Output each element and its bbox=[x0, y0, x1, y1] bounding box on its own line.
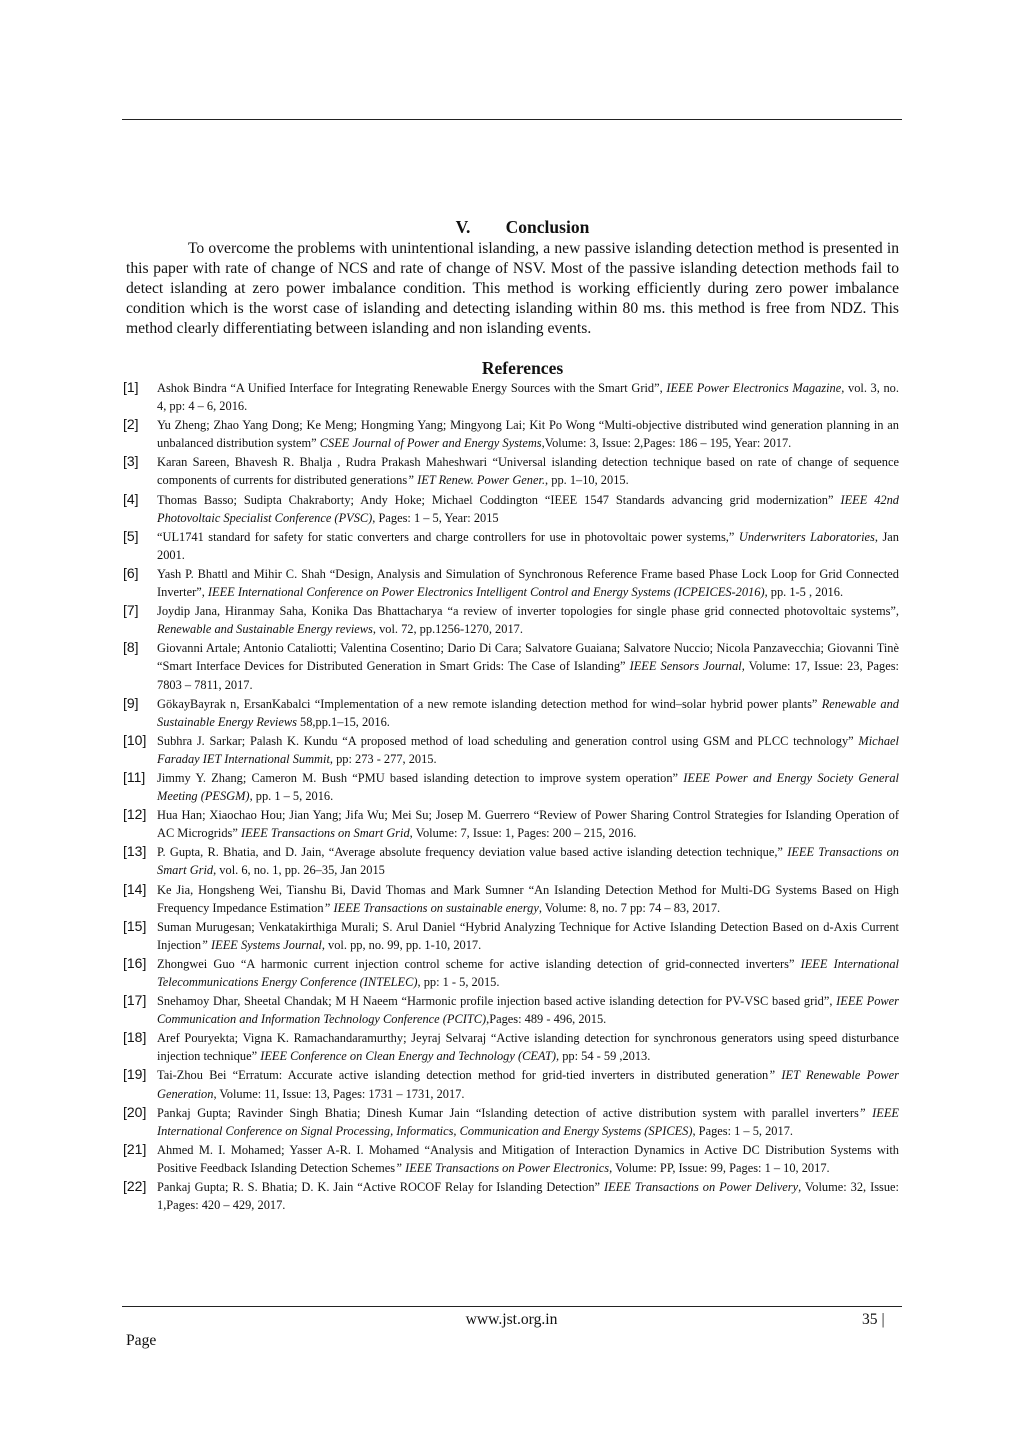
reference-number: [19] bbox=[123, 1066, 147, 1083]
reference-text: Ke Jia, Hongsheng Wei, Tianshu Bi, David Thomas and Mark Sumner “An Islanding Detection Method for Multi-DG Systems Based on High Frequency Impedance Estimation bbox=[157, 882, 899, 915]
reference-item bbox=[123, 992, 900, 1028]
reference-number: [6] bbox=[123, 564, 139, 581]
reference-item bbox=[123, 1066, 899, 1102]
reference-details: , Volume: 32, Issue: 1,Pages: 420 – 429, 2017. bbox=[157, 1180, 899, 1213]
reference-number: [12] bbox=[123, 806, 147, 823]
reference-text: Subhra J. Sarkar; Palash K. Kundu “A proposed method of load scheduling and generation control using GSM and PLCC technology” bbox=[157, 733, 859, 748]
reference-text: Joydip Jana, Hiranmay Saha, Konika Das Bhattacharya “a review of inverter topologies for single phase grid connected photovoltaic systems”, bbox=[157, 604, 899, 619]
reference-journal: ” IEEE International Conference on Signal Processing, Informatics, Communication and Energy Systems (SPICES) bbox=[157, 1105, 899, 1138]
reference-item bbox=[123, 527, 899, 564]
section-number: V. bbox=[455, 217, 471, 237]
reference-item bbox=[123, 768, 899, 805]
reference-text: Aref Pouryekta; Vigna K. Ramachandaramurthy; Jeyraj Selvaraj “Active islanding detection for synchronous generators using speed disturbance injection technique” bbox=[157, 1031, 899, 1064]
reference-item bbox=[123, 602, 899, 638]
reference-details: , Volume: 8, no. 7 pp: 74 – 83, 2017. bbox=[538, 900, 721, 915]
reference-details: , vol. 6, no. 1, pp. 26–35, Jan 2015 bbox=[213, 863, 385, 878]
reference-text: P. Gupta, R. Bhatia, and D. Jain, “Average absolute frequency deviation value based active islanding detection technique,” bbox=[157, 845, 788, 860]
reference-journal: IEEE Transactions on Power Delivery bbox=[604, 1180, 799, 1195]
footer-url: www.jst.org.in bbox=[465, 1311, 558, 1328]
reference-item bbox=[123, 1140, 899, 1177]
conclusion-paragraph: To overcome the problems with unintentional islanding, a new passive islanding detection method is presented in this paper with rate of change of NCS and rate of change of NSV. Most of the passive islanding detection methods fail to detect islanding at zero power imbalance condition. This method is working efficiently during zero power imbalance condition which is the worst case of islanding and detecting islanding within 80 ms. this method is free from NDZ. This method clearly differentiating between islanding and non islanding events. bbox=[126, 240, 899, 337]
conclusion-heading bbox=[126, 215, 899, 239]
footer-rule bbox=[122, 1306, 902, 1307]
reference-number: [10] bbox=[123, 731, 147, 748]
reference-text: Zhongwei Guo “A harmonic current injection control scheme for active islanding detection of grid-connected inverters” bbox=[157, 956, 801, 971]
reference-journal: Renewable and Sustainable Energy Reviews bbox=[157, 696, 900, 729]
reference-item bbox=[123, 490, 899, 527]
reference-item bbox=[123, 416, 899, 452]
reference-text: Pankaj Gupta; Ravinder Singh Bhatia; Dinesh Kumar Jain “Islanding detection of active distribution system with parallel inverters bbox=[157, 1105, 859, 1120]
reference-journal: IEEE Power Electronics Magazine, bbox=[666, 381, 845, 395]
section-title: Conclusion bbox=[505, 217, 590, 237]
reference-text: Pankaj Gupta; R. S. Bhatia; D. K. Jain “Active ROCOF Relay for Islanding Detection” bbox=[157, 1180, 604, 1195]
reference-details: , Volume: 7, Issue: 1, Pages: 200 – 215, 2016. bbox=[409, 826, 637, 841]
reference-number: [9] bbox=[123, 694, 139, 711]
reference-text: Suman Murugesan; Venkatakirthiga Murali; S. Arul Daniel “Hybrid Analyzing Technique for Active Islanding Detection Based on d-Axis Current Injection bbox=[157, 919, 899, 952]
reference-details: , vol. pp, no. 99, pp. 1-10, 2017. bbox=[321, 937, 482, 952]
reference-number: [22] bbox=[123, 1178, 147, 1195]
reference-item bbox=[123, 1178, 899, 1214]
reference-item bbox=[123, 379, 899, 415]
reference-journal: IEEE Transactions on Smart Grid bbox=[240, 826, 410, 841]
reference-journal: CSEE Journal of Power and Energy Systems, bbox=[319, 436, 545, 451]
reference-item bbox=[123, 731, 899, 768]
page-content bbox=[123, 215, 900, 1215]
reference-number: [8] bbox=[123, 639, 139, 656]
reference-item bbox=[123, 1029, 899, 1065]
reference-text: Snehamoy Dhar, Sheetal Chandak; M H Naeem “Harmonic profile injection based active islanding detection for PV-VSC based grid”, bbox=[157, 994, 837, 1009]
reference-details: Volume: 3, Issue: 2,Pages: 186 – 195, Year: 2017. bbox=[544, 436, 792, 451]
reference-number: [21] bbox=[123, 1140, 147, 1157]
reference-text: Tai-Zhou Bei “Erratum: Accurate active islanding detection method for grid-tied inverters in distributed generation bbox=[157, 1068, 769, 1083]
reference-item bbox=[123, 880, 899, 917]
reference-details: , Pages: 1 – 5, 2017. bbox=[692, 1123, 793, 1138]
reference-details: , pp: 1 - 5, 2015. bbox=[417, 975, 500, 989]
reference-details: , pp. 1–10, 2015. bbox=[545, 473, 629, 488]
reference-number: [13] bbox=[123, 843, 147, 860]
reference-number: [7] bbox=[123, 602, 139, 619]
reference-journal: IEEE Transactions on Smart Grid bbox=[157, 845, 899, 878]
reference-details: , pp. 1-5 , 2016. bbox=[764, 585, 844, 600]
reference-number: [16] bbox=[123, 954, 147, 971]
reference-item bbox=[123, 806, 899, 842]
reference-details: ,Pages: 489 - 496, 2015. bbox=[486, 1012, 607, 1027]
reference-text: GökayBayrak n, ErsanKabalci “Implementation of a new remote islanding detection method for wind–solar hybrid power plants” bbox=[157, 696, 822, 711]
reference-text: Ashok Bindra “A Unified Interface for Integrating Renewable Energy Sources with the Smart Grid”, bbox=[157, 381, 667, 395]
reference-number: [5] bbox=[123, 527, 139, 544]
reference-journal: Renewable and Sustainable Energy reviews bbox=[157, 622, 373, 637]
reference-text: Jimmy Y. Zhang; Cameron M. Bush “PMU based islanding detection to improve system operation” bbox=[157, 770, 684, 785]
reference-text: Hua Han; Xiaochao Hou; Jian Yang; Jifa Wu; Mei Su; Josep M. Guerrero “Review of Power Sharing Control Strategies for Islanding Operation of AC Microgrids” bbox=[157, 808, 899, 841]
reference-details: , vol. 72, pp.1256-1270, 2017. bbox=[372, 622, 523, 637]
reference-details: , pp: 273 - 277, 2015. bbox=[329, 751, 437, 766]
reference-item bbox=[123, 564, 899, 601]
reference-journal: IEEE Power Communication and Information Technology Conference (PCITC) bbox=[157, 994, 900, 1027]
reference-journal: Underwriters Laboratories bbox=[738, 529, 875, 544]
reference-number: [1] bbox=[123, 379, 139, 395]
reference-text: Ahmed M. I. Mohamed; Yasser A-R. I. Mohamed “Analysis and Mitigation of Interaction Dynamics in Active DC Distribution Systems with Positive Feedback Islanding Detection Schemes bbox=[157, 1142, 899, 1175]
reference-number: [3] bbox=[123, 453, 139, 470]
reference-text: Thomas Basso; Sudipta Chakraborty; Andy Hoke; Michael Coddington “IEEE 1547 Standards advancing grid modernization” bbox=[157, 492, 841, 507]
reference-item bbox=[123, 453, 899, 489]
reference-journal: ” IET Renewable Power Generation bbox=[157, 1068, 899, 1101]
reference-details: , Jan 2001. bbox=[157, 529, 899, 562]
reference-journal: ” IEEE Systems Journal bbox=[201, 937, 322, 952]
reference-journal: ” IET Renew. Power Gener. bbox=[407, 473, 546, 488]
reference-details: , Pages: 1 – 5, Year: 2015 bbox=[372, 510, 499, 525]
reference-text: Karan Sareen, Bhavesh R. Bhalja , Rudra Prakash Maheshwari “Universal islanding detection technique based on rate of change of sequence components of currents for distributed generations bbox=[157, 455, 899, 488]
reference-text: Giovanni Artale; Antonio Cataliotti; Valentina Cosentino; Dario Di Cara; Salvatore Guaiana; Salvatore Nuccio; Nicola Panzavecchia; Giovanni Tinè “Smart Interface Devices for Distributed Generation in Smart Grids: The Case of Islanding” bbox=[157, 641, 899, 674]
reference-number: [15] bbox=[123, 917, 147, 934]
reference-item bbox=[123, 1103, 899, 1140]
reference-journal: IEEE Power and Energy Society General Meeting (PESGM) bbox=[157, 770, 899, 804]
reference-details: , Volume: PP, Issue: 99, Pages: 1 – 10, 2017. bbox=[609, 1160, 830, 1175]
reference-journal: IEEE 42nd Photovoltaic Specialist Conference (PVSC) bbox=[157, 492, 899, 525]
references-heading: References bbox=[481, 358, 564, 378]
reference-number: [20] bbox=[123, 1103, 147, 1120]
reference-details: pp: 54 - 59 ,2013. bbox=[559, 1049, 651, 1064]
reference-item bbox=[123, 843, 899, 879]
reference-details: vol. 3, no. 4, pp: 4 – 6, 2016. bbox=[157, 381, 899, 414]
reference-details: , Volume: 11, Issue: 13, Pages: 1731 – 1731, 2017. bbox=[213, 1086, 465, 1101]
reference-item bbox=[123, 954, 899, 991]
page-number: 35 | bbox=[862, 1311, 885, 1328]
reference-number: [11] bbox=[123, 768, 146, 785]
reference-journal: ” IEEE Transactions on sustainable energy bbox=[323, 900, 539, 915]
reference-journal: IEEE International Telecommunications Energy Conference (INTELEC) bbox=[157, 956, 899, 989]
reference-number: [18] bbox=[123, 1029, 147, 1046]
reference-number: [14] bbox=[123, 880, 147, 897]
reference-details: , pp. 1 – 5, 2016. bbox=[249, 789, 334, 804]
reference-journal: Michael Faraday IET International Summit bbox=[157, 733, 899, 766]
reference-journal: IEEE Sensors Journal, bbox=[629, 659, 745, 674]
reference-number: [17] bbox=[123, 992, 147, 1009]
reference-list bbox=[123, 379, 900, 1214]
reference-journal: IEEE Conference on Clean Energy and Technology (CEAT), bbox=[260, 1049, 560, 1064]
reference-number: [4] bbox=[123, 490, 139, 507]
reference-item bbox=[123, 917, 899, 954]
header-rule bbox=[122, 119, 902, 120]
reference-journal: IEEE International Conference on Power Electronics Intelligent Control and Energy Systems (ICPEICES-2016) bbox=[207, 585, 765, 600]
reference-text: “UL1741 standard for safety for static converters and charge controllers for use in photovoltaic power systems,” bbox=[157, 529, 739, 544]
reference-item bbox=[123, 639, 899, 693]
reference-details: Volume: 17, Issue: 23, Pages: 7803 – 7811, 2017. bbox=[157, 659, 899, 692]
page-label: Page bbox=[126, 1332, 157, 1349]
reference-number: [2] bbox=[123, 416, 139, 433]
reference-text: Yash P. Bhattl and Mihir C. Shah “Design, Analysis and Simulation of Synchronous Reference Frame based Phase Lock Loop for Grid Connected Inverter”, bbox=[157, 566, 899, 600]
reference-text: Yu Zheng; Zhao Yang Dong; Ke Meng; Hongming Yang; Mingyong Lai; Kit Po Wong “Multi-objective distributed wind generation planning in an unbalanced distribution system” bbox=[157, 418, 899, 451]
reference-item bbox=[123, 694, 900, 731]
reference-details: 58,pp.1–15, 2016. bbox=[296, 714, 390, 729]
reference-journal: ” IEEE Transactions on Power Electronics bbox=[395, 1160, 610, 1175]
